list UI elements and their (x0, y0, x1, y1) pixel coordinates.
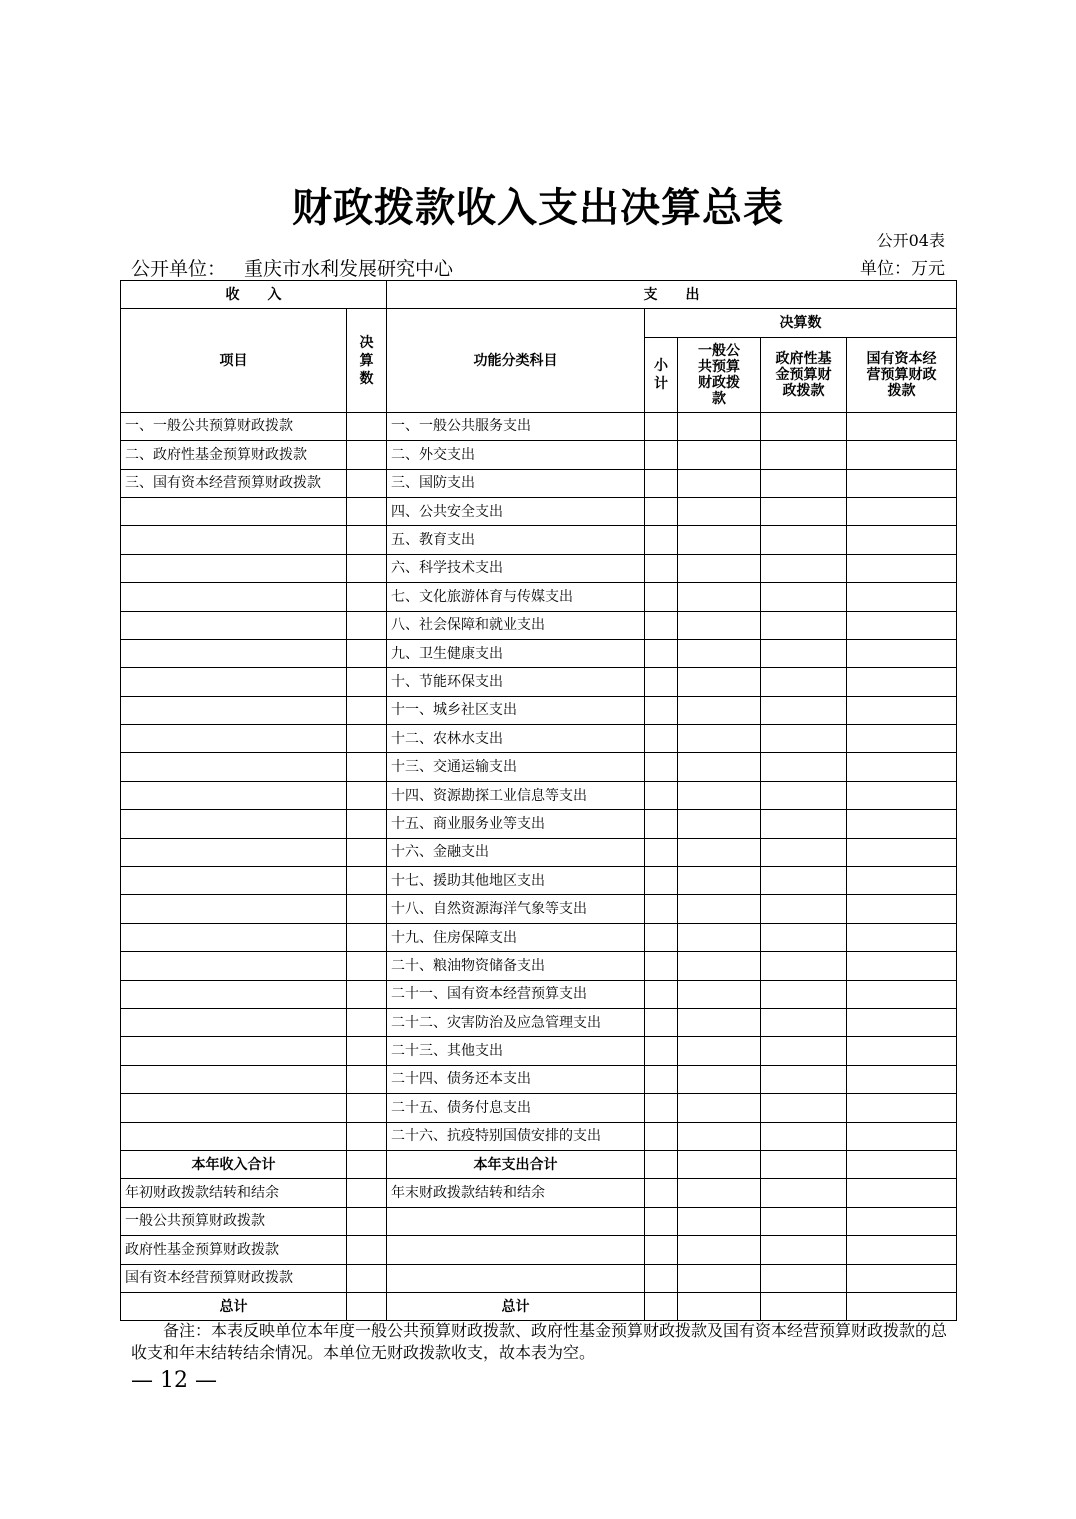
subtotal-cell (645, 1179, 678, 1207)
table-row (121, 497, 957, 525)
expense-item: 二、外交支出 (387, 441, 645, 469)
income-amount (347, 412, 387, 440)
income-item: 年初财政拨款结转和结余 (121, 1179, 347, 1207)
general-cell (678, 923, 761, 951)
income-amount (347, 1037, 387, 1065)
income-amount (347, 838, 387, 866)
state-cell (847, 1122, 957, 1150)
table-row (121, 469, 957, 497)
subtotal-cell (645, 1008, 678, 1036)
table-row (121, 980, 957, 1008)
income-amount (347, 611, 387, 639)
state-cell (847, 554, 957, 582)
fund-cell (761, 810, 847, 838)
grand-total-expense: 总计 (387, 1292, 645, 1320)
general-cell (678, 1065, 761, 1093)
table-row (121, 1207, 957, 1235)
income-item: 国有资本经营预算财政拨款 (121, 1264, 347, 1292)
income-item (121, 810, 347, 838)
income-item: 三、国有资本经营预算财政拨款 (121, 469, 347, 497)
table-row (121, 1094, 957, 1122)
fund-cell (761, 1264, 847, 1292)
col-state: 国有资本经营预算财政拨款 (847, 337, 957, 412)
fund-cell (761, 554, 847, 582)
expense-item: 二十二、灾害防治及应急管理支出 (387, 1008, 645, 1036)
fund-cell (761, 611, 847, 639)
state-cell (847, 696, 957, 724)
expense-item: 五、教育支出 (387, 526, 645, 554)
general-cell (678, 810, 761, 838)
state-cell (847, 952, 957, 980)
income-item: 二、政府性基金预算财政拨款 (121, 441, 347, 469)
fund-cell (761, 1236, 847, 1264)
income-item (121, 526, 347, 554)
expense-item: 四、公共安全支出 (387, 497, 645, 525)
expense-item: 十九、住房保障支出 (387, 923, 645, 951)
income-amount (347, 867, 387, 895)
general-cell (678, 668, 761, 696)
income-item (121, 1037, 347, 1065)
income-item (121, 583, 347, 611)
income-amount (347, 639, 387, 667)
state-cell (847, 781, 957, 809)
income-item (121, 1065, 347, 1093)
state-cell (847, 1094, 957, 1122)
subtotal-cell (645, 526, 678, 554)
expense-item: 年末财政拨款结转和结余 (387, 1179, 645, 1207)
state-cell (847, 639, 957, 667)
table-row (121, 895, 957, 923)
state-cell (847, 725, 957, 753)
subtotal-cell (645, 583, 678, 611)
general-cell (678, 1122, 761, 1150)
income-item (121, 1122, 347, 1150)
table-row (121, 441, 957, 469)
income-item (121, 1094, 347, 1122)
state-cell (847, 1207, 957, 1235)
subtotal-cell (645, 441, 678, 469)
state-cell (847, 441, 957, 469)
expense-item: 十八、自然资源海洋气象等支出 (387, 895, 645, 923)
fund-cell (761, 583, 847, 611)
income-total-label: 本年收入合计 (121, 1150, 347, 1178)
subtotal-cell (645, 1037, 678, 1065)
general-cell (678, 1037, 761, 1065)
subtotal-cell (645, 611, 678, 639)
expense-total-label: 本年支出合计 (387, 1150, 645, 1178)
footnote: 备注：本表反映单位本年度一般公共预算财政拨款、政府性基金预算财政拨款及国有资本经营预算财政拨款的总收支和年末结转结余情况。本单位无财政拨款收支，故本表为空。 (131, 1321, 948, 1362)
fund-cell (761, 1008, 847, 1036)
expense-item: 十、节能环保支出 (387, 668, 645, 696)
general-cell (678, 952, 761, 980)
table-row (121, 611, 957, 639)
income-header: 收 入 (121, 281, 387, 309)
income-amount (347, 952, 387, 980)
table-row (121, 668, 957, 696)
income-amount (347, 1094, 387, 1122)
expense-item: 二十五、债务付息支出 (387, 1094, 645, 1122)
state-cell (847, 980, 957, 1008)
state-cell (847, 611, 957, 639)
general-cell (678, 639, 761, 667)
subtotal-cell (645, 952, 678, 980)
general-cell (678, 611, 761, 639)
col-fund: 政府性基金预算财政拨款 (761, 337, 847, 412)
subtotal-cell (645, 753, 678, 781)
form-code: 公开04表 (876, 231, 945, 250)
income-amount (347, 1207, 387, 1235)
income-amount (347, 980, 387, 1008)
table-row (121, 639, 957, 667)
income-amount (347, 1264, 387, 1292)
subtotal-cell (645, 1065, 678, 1093)
expense-item: 十一、城乡社区支出 (387, 696, 645, 724)
fund-cell (761, 1207, 847, 1235)
subtotal-cell (645, 1094, 678, 1122)
subtotal-cell (645, 1122, 678, 1150)
expense-item (387, 1207, 645, 1235)
page-title: 财政拨款收入支出决算总表 (292, 184, 784, 231)
general-cell (678, 696, 761, 724)
fund-cell (761, 867, 847, 895)
subtotal-cell (645, 668, 678, 696)
state-cell (847, 1008, 957, 1036)
col-amount: 决算数 (347, 309, 387, 412)
table-row (121, 1236, 957, 1264)
general-cell (678, 1179, 761, 1207)
state-cell (847, 497, 957, 525)
income-item: 政府性基金预算财政拨款 (121, 1236, 347, 1264)
income-amount (347, 441, 387, 469)
fund-cell (761, 696, 847, 724)
income-amount (347, 923, 387, 951)
income-amount (347, 1008, 387, 1036)
table-row (121, 952, 957, 980)
expense-item: 二十三、其他支出 (387, 1037, 645, 1065)
grand-total-row (121, 1292, 957, 1320)
general-cell (678, 469, 761, 497)
state-cell (847, 526, 957, 554)
fund-cell (761, 412, 847, 440)
subtotal-cell (645, 838, 678, 866)
unit-name: 重庆市水利发展研究中心 (244, 258, 454, 280)
income-amount (347, 696, 387, 724)
col-subtotal: 小计 (645, 337, 678, 412)
income-amount (347, 753, 387, 781)
subtotal-cell (645, 1207, 678, 1235)
expense-item: 十二、农林水支出 (387, 725, 645, 753)
general-cell (678, 867, 761, 895)
table-row (121, 781, 957, 809)
income-item (121, 838, 347, 866)
state-cell (847, 469, 957, 497)
table-row (121, 1008, 957, 1036)
state-cell (847, 1264, 957, 1292)
general-cell (678, 1236, 761, 1264)
income-amount (347, 1179, 387, 1207)
expense-item (387, 1264, 645, 1292)
state-cell (847, 923, 957, 951)
table-row (121, 554, 957, 582)
expense-item: 十四、资源勘探工业信息等支出 (387, 781, 645, 809)
table-row (121, 1122, 957, 1150)
expense-item: 三、国防支出 (387, 469, 645, 497)
expense-item: 十六、金融支出 (387, 838, 645, 866)
fund-cell (761, 895, 847, 923)
final-accounts-table (120, 280, 957, 1321)
table-row (121, 583, 957, 611)
income-item (121, 696, 347, 724)
fund-cell (761, 526, 847, 554)
state-cell (847, 1236, 957, 1264)
expense-item: 十三、交通运输支出 (387, 753, 645, 781)
subtotal-cell (645, 810, 678, 838)
table-row (121, 412, 957, 440)
table-row (121, 867, 957, 895)
table-row (121, 1065, 957, 1093)
state-cell (847, 867, 957, 895)
table-row (121, 1179, 957, 1207)
table-row (121, 838, 957, 866)
grand-total-income: 总计 (121, 1292, 347, 1320)
income-item (121, 725, 347, 753)
subtotal-cell (645, 867, 678, 895)
expense-item: 二十、粮油物资储备支出 (387, 952, 645, 980)
subtotal-cell (645, 554, 678, 582)
income-amount (347, 810, 387, 838)
subtotal-cell (645, 781, 678, 809)
fund-cell (761, 1037, 847, 1065)
table-row (121, 753, 957, 781)
subtotal-cell (645, 412, 678, 440)
income-item (121, 895, 347, 923)
fund-cell (761, 781, 847, 809)
state-cell (847, 810, 957, 838)
page-number: — 12 — (131, 1368, 217, 1393)
income-item (121, 753, 347, 781)
income-amount (347, 668, 387, 696)
income-item (121, 497, 347, 525)
col-final-group: 决算数 (645, 309, 957, 337)
expense-item: 十七、援助其他地区支出 (387, 867, 645, 895)
income-item (121, 781, 347, 809)
general-cell (678, 1094, 761, 1122)
subtotal-cell (645, 1236, 678, 1264)
state-cell (847, 668, 957, 696)
col-item: 项目 (121, 309, 347, 412)
income-amount (347, 1065, 387, 1093)
fund-cell (761, 1094, 847, 1122)
general-cell (678, 526, 761, 554)
expense-item: 二十四、债务还本支出 (387, 1065, 645, 1093)
fund-cell (761, 952, 847, 980)
expense-item: 十五、商业服务业等支出 (387, 810, 645, 838)
unit-label: 公开单位： (131, 258, 227, 280)
general-cell (678, 753, 761, 781)
income-item (121, 639, 347, 667)
income-item (121, 668, 347, 696)
table-row (121, 696, 957, 724)
state-cell (847, 583, 957, 611)
income-item (121, 867, 347, 895)
fund-cell (761, 668, 847, 696)
expense-item: 七、文化旅游体育与传媒支出 (387, 583, 645, 611)
general-cell (678, 1008, 761, 1036)
fund-cell (761, 497, 847, 525)
table-row (121, 526, 957, 554)
general-cell (678, 781, 761, 809)
income-item (121, 1008, 347, 1036)
general-cell (678, 1207, 761, 1235)
subtotal-cell (645, 923, 678, 951)
general-cell (678, 497, 761, 525)
table-row (121, 810, 957, 838)
fund-cell (761, 980, 847, 1008)
state-cell (847, 412, 957, 440)
income-item (121, 611, 347, 639)
table-row (121, 1037, 957, 1065)
subtotal-cell (645, 497, 678, 525)
col-general: 一般公共预算财政拨款 (678, 337, 761, 412)
fund-cell (761, 1179, 847, 1207)
fund-cell (761, 838, 847, 866)
fund-cell (761, 923, 847, 951)
subtotal-cell (645, 980, 678, 1008)
fund-cell (761, 725, 847, 753)
expense-item: 二十一、国有资本经营预算支出 (387, 980, 645, 1008)
state-cell (847, 1065, 957, 1093)
general-cell (678, 725, 761, 753)
income-item: 一般公共预算财政拨款 (121, 1207, 347, 1235)
table-row (121, 923, 957, 951)
state-cell (847, 753, 957, 781)
income-amount (347, 554, 387, 582)
general-cell (678, 980, 761, 1008)
expense-header: 支 出 (387, 281, 957, 309)
general-cell (678, 1264, 761, 1292)
fund-cell (761, 753, 847, 781)
state-cell (847, 895, 957, 923)
income-amount (347, 1122, 387, 1150)
subtotal-cell (645, 895, 678, 923)
fund-cell (761, 639, 847, 667)
income-total-row (121, 1150, 957, 1178)
fund-cell (761, 1122, 847, 1150)
income-item (121, 923, 347, 951)
expense-item: 六、科学技术支出 (387, 554, 645, 582)
col-function: 功能分类科目 (387, 309, 645, 412)
income-amount (347, 469, 387, 497)
general-cell (678, 838, 761, 866)
expense-item (387, 1236, 645, 1264)
income-amount (347, 1236, 387, 1264)
general-cell (678, 441, 761, 469)
income-amount (347, 526, 387, 554)
expense-item: 二十六、抗疫特别国债安排的支出 (387, 1122, 645, 1150)
general-cell (678, 583, 761, 611)
fund-cell (761, 441, 847, 469)
subtotal-cell (645, 725, 678, 753)
table-row (121, 1264, 957, 1292)
fund-cell (761, 469, 847, 497)
subtotal-cell (645, 1264, 678, 1292)
state-cell (847, 838, 957, 866)
income-amount (347, 583, 387, 611)
subtotal-cell (645, 469, 678, 497)
unit-measure: 单位：万元 (860, 259, 945, 279)
income-item: 一、一般公共预算财政拨款 (121, 412, 347, 440)
expense-item: 九、卫生健康支出 (387, 639, 645, 667)
fund-cell (761, 1065, 847, 1093)
expense-item: 八、社会保障和就业支出 (387, 611, 645, 639)
general-cell (678, 895, 761, 923)
table-row (121, 725, 957, 753)
unit-line (131, 254, 945, 281)
income-item (121, 980, 347, 1008)
income-amount (347, 781, 387, 809)
subtotal-cell (645, 639, 678, 667)
general-cell (678, 412, 761, 440)
general-cell (678, 554, 761, 582)
state-cell (847, 1179, 957, 1207)
income-amount (347, 895, 387, 923)
expense-item: 一、一般公共服务支出 (387, 412, 645, 440)
state-cell (847, 1037, 957, 1065)
subtotal-cell (645, 696, 678, 724)
income-item (121, 952, 347, 980)
income-amount (347, 497, 387, 525)
income-amount (347, 725, 387, 753)
income-item (121, 554, 347, 582)
